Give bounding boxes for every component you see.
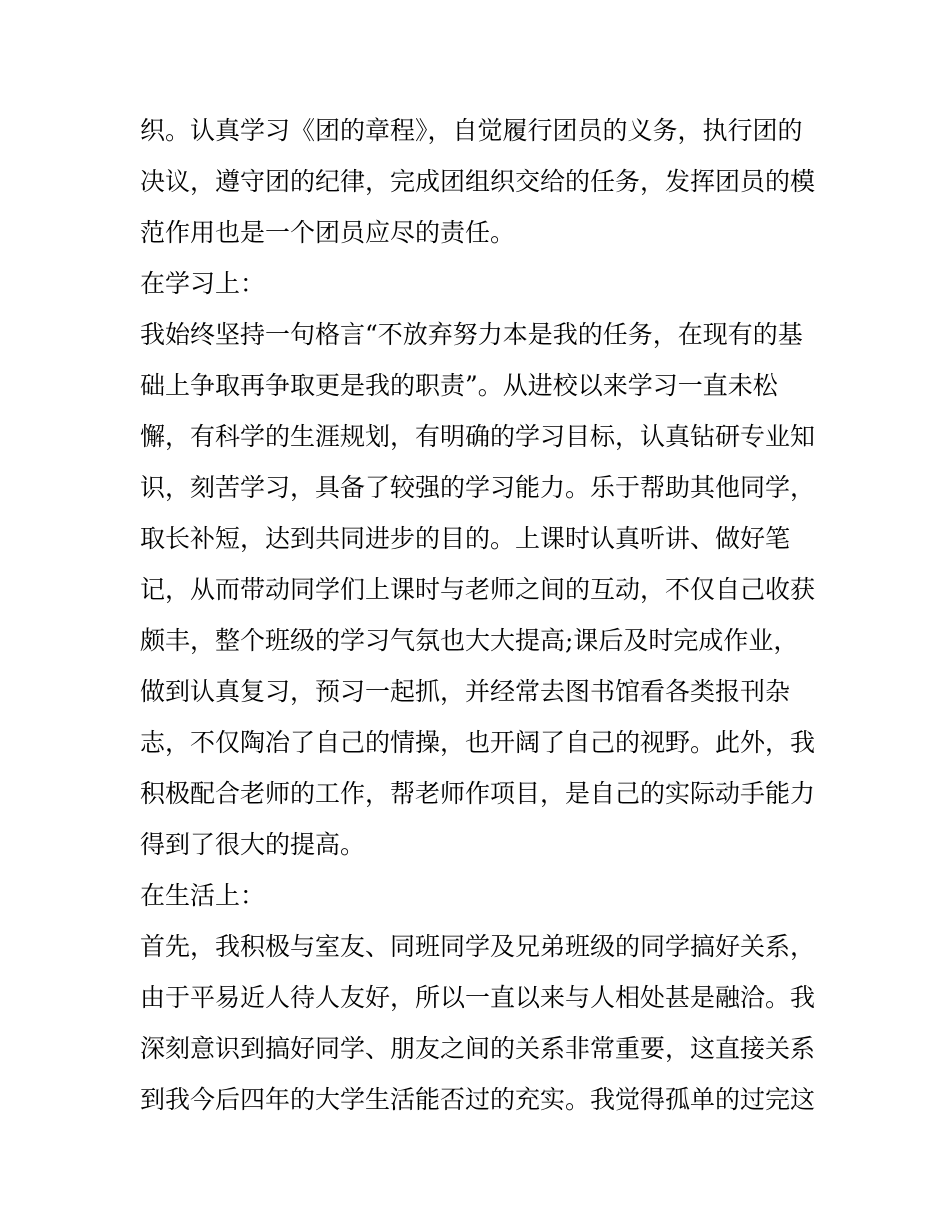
text-line: 积极配合老师的工作，帮老师作项目，是自己的实际动手能力: [140, 779, 816, 808]
text-line: 识，刻苦学习，具备了较强的学习能力。乐于帮助其他同学，: [140, 473, 816, 502]
text-line: 范作用也是一个团员应尽的责任。: [140, 218, 516, 247]
text-line: 决议，遵守团的纪律，完成团组织交给的任务，发挥团员的模: [140, 167, 816, 196]
body-text: [140, 105, 820, 1125]
text-line: 懈，有科学的生涯规划，有明确的学习目标，认真钻研专业知: [140, 422, 816, 451]
text-line: 颇丰，整个班级的学习气氛也大大提高;课后及时完成作业，: [140, 626, 799, 655]
text-line: 我始终坚持一句格言“不放弃努力本是我的任务，在现有的基: [140, 320, 803, 349]
section-heading-life: 在生活上：: [140, 881, 266, 910]
text-line: 由于平易近人待人友好，所以一直以来与人相处甚是融洽。我: [140, 983, 816, 1012]
text-line: 做到认真复习，预习一起抓，并经常去图书馆看各类报刊杂: [140, 677, 791, 706]
text-line: 志，不仅陶冶了自己的情操，也开阔了自己的视野。此外，我: [140, 728, 816, 757]
section-heading-study: 在学习上：: [140, 269, 266, 298]
text-line: 础上争取再争取更是我的职责”。从进校以来学习一直未松: [140, 371, 778, 400]
text-line: 首先，我积极与室友、同班同学及兄弟班级的同学搞好关系，: [140, 932, 816, 961]
text-line: 到我今后四年的大学生活能否过的充实。我觉得孤单的过完这: [140, 1085, 816, 1114]
text-line: 取长补短，达到共同进步的目的。上课时认真听讲、做好笔: [140, 524, 791, 553]
text-line: 记，从而带动同学们上课时与老师之间的互动，不仅自己收获: [140, 575, 816, 604]
text-line: 织。认真学习《团的章程》，自觉履行团员的义务，执行团的: [140, 116, 803, 145]
text-line: 深刻意识到搞好同学、朋友之间的关系非常重要，这直接关系: [140, 1034, 816, 1063]
text-line: 得到了很大的提高。: [140, 830, 366, 859]
